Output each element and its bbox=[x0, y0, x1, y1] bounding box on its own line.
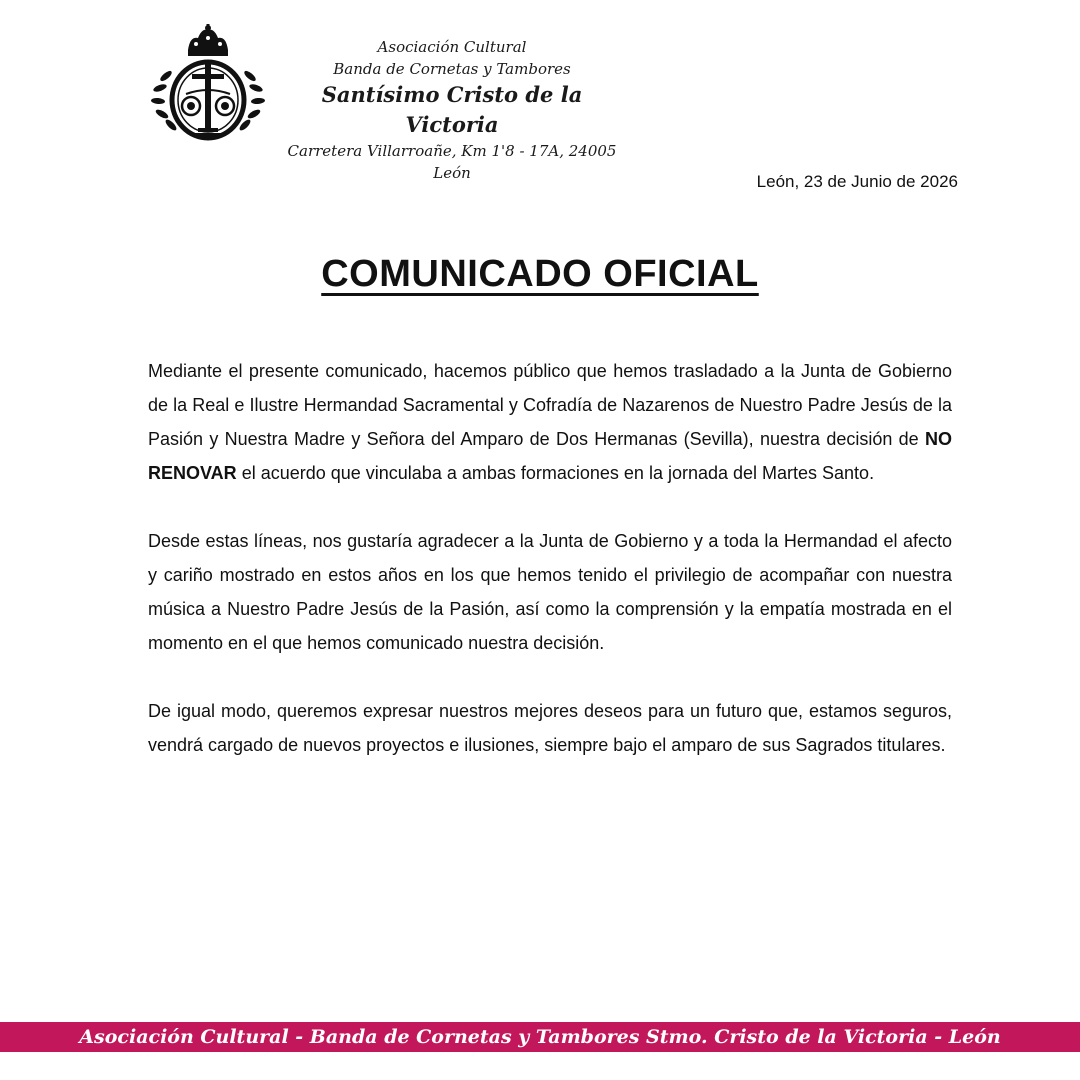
letterhead-band: Banda de Cornetas y Tambores bbox=[333, 60, 571, 78]
document-date: León, 23 de Junio de 2026 bbox=[756, 172, 958, 191]
crown-cross-crest-icon bbox=[146, 24, 270, 146]
paragraph-1 bbox=[148, 354, 952, 490]
footer-text: Asociación Cultural - Banda de Cornetas y Tambores Stmo. Cristo de la Victoria - León bbox=[79, 1026, 1001, 1048]
paragraph-1-start: Mediante el presente comunicado, hacemos público que hemos trasladado a la Junta de Gobierno de la Real e Ilustre Hermandad Sacramental y Cofradía de Nazarenos de Nuestro Padre Jesús de la Pasión y Nuestra Madre y Señora del Amparo de Dos Hermanas (Sevilla), nuestra decisión de bbox=[148, 361, 952, 449]
paragraph-1-emphasis: NO RENOVAR bbox=[148, 429, 952, 483]
letterhead bbox=[282, 36, 622, 184]
footer-banner bbox=[0, 1022, 1080, 1052]
paragraph-1-end: el acuerdo que vinculaba a ambas formaciones en la jornada del Martes Santo. bbox=[236, 463, 875, 483]
document-body bbox=[148, 354, 952, 796]
page-title-text: COMUNICADO OFICIAL bbox=[321, 253, 759, 295]
page-title bbox=[0, 253, 1080, 296]
letterhead-name: Santísimo Cristo de la Victoria bbox=[321, 82, 583, 137]
letterhead-association: Asociación Cultural bbox=[377, 38, 527, 56]
letterhead-address: Carretera Villarroañe, Km 1'8 - 17A, 24005 León bbox=[287, 142, 617, 182]
paragraph-3: De igual modo, queremos expresar nuestros mejores deseos para un futuro que, estamos seguros, vendrá cargado de nuevos proyectos e ilusiones, siempre bajo el amparo de sus Sagrados titulares. bbox=[148, 701, 952, 755]
paragraph-2: Desde estas líneas, nos gustaría agradecer a la Junta de Gobierno y a toda la Hermandad el afecto y cariño mostrado en estos años en los que hemos tenido el privilegio de acompañar con nuestra música a Nuestro Padre Jesús de la Pasión, así como la comprensión y la empatía mostrada en el momento en el que hemos comunicado nuestra decisión. bbox=[148, 531, 952, 653]
